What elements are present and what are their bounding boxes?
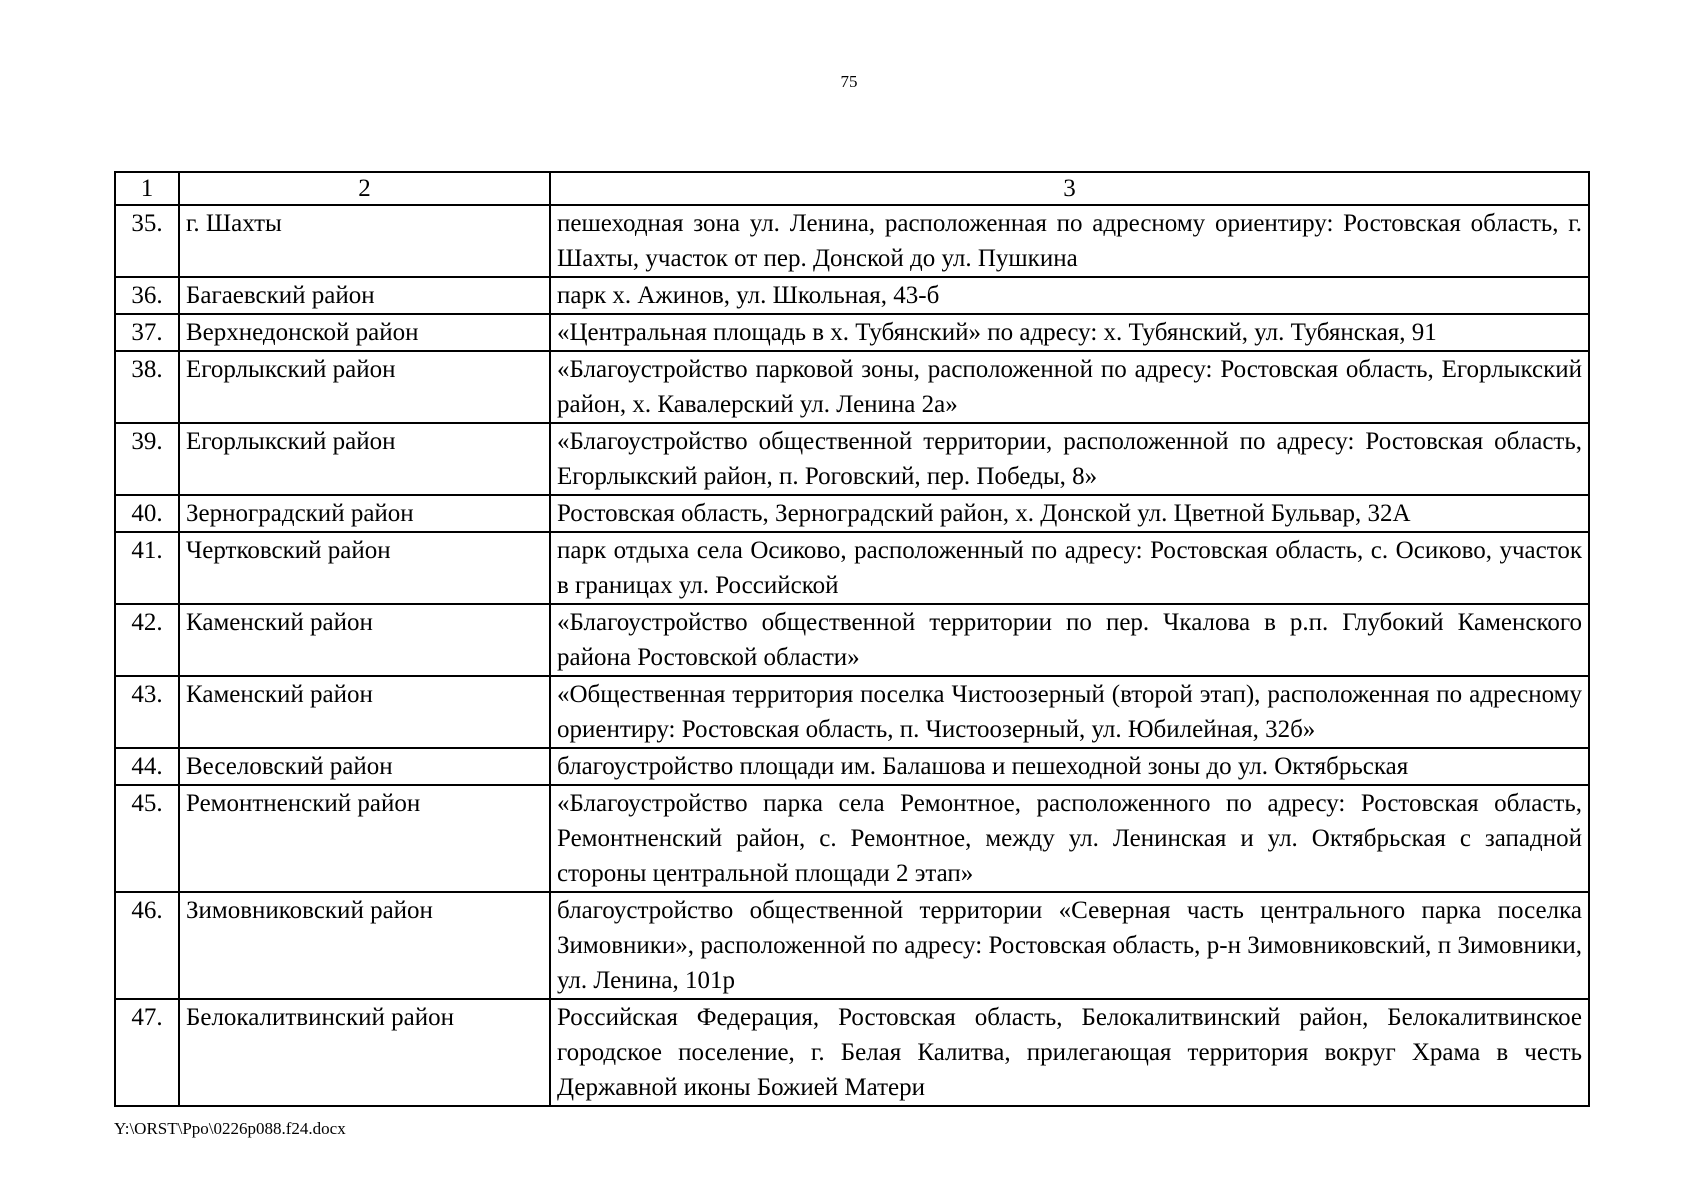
table-row <box>115 785 1589 892</box>
description-cell: «Благоустройство общественной территории, расположенной по адресу: Ростовская область, Егорлыкский район, п. Роговский, пер. Победы, 8» <box>550 423 1589 495</box>
description-cell: «Благоустройство общественной территории по пер. Чкалова в р.п. Глубокий Каменского района Ростовской области» <box>550 604 1589 676</box>
row-number: 41. <box>115 532 179 604</box>
description-cell: «Благоустройство парковой зоны, расположенной по адресу: Ростовская область, Егорлыкский район, х. Кавалерский ул. Ленина 2а» <box>550 351 1589 423</box>
district-cell: г. Шахты <box>179 205 550 277</box>
description-cell: благоустройство общественной территории «Северная часть центрального парка поселка Зимовники», расположенной по адресу: Ростовская область, р-н Зимовниковский, п Зимовники, ул. Ленина, 101р <box>550 892 1589 999</box>
row-number: 47. <box>115 999 179 1106</box>
district-cell: Веселовский район <box>179 748 550 785</box>
column-header-3: 3 <box>550 172 1589 205</box>
row-number: 38. <box>115 351 179 423</box>
table-row <box>115 676 1589 748</box>
description-cell: «Центральная площадь в х. Тубянский» по адресу: х. Тубянский, ул. Тубянская, 91 <box>550 314 1589 351</box>
row-number: 37. <box>115 314 179 351</box>
table-row <box>115 532 1589 604</box>
table-row <box>115 314 1589 351</box>
row-number: 46. <box>115 892 179 999</box>
column-header-2: 2 <box>179 172 550 205</box>
table-row <box>115 999 1589 1106</box>
district-cell: Зимовниковский район <box>179 892 550 999</box>
table-row <box>115 351 1589 423</box>
row-number: 39. <box>115 423 179 495</box>
description-cell: парк х. Ажинов, ул. Школьная, 43-б <box>550 277 1589 314</box>
district-cell: Каменский район <box>179 604 550 676</box>
table-row <box>115 205 1589 277</box>
row-number: 43. <box>115 676 179 748</box>
district-cell: Чертковский район <box>179 532 550 604</box>
district-cell: Багаевский район <box>179 277 550 314</box>
table-header-row <box>115 172 1589 205</box>
table-row <box>115 423 1589 495</box>
district-cell: Каменский район <box>179 676 550 748</box>
district-cell: Егорлыкский район <box>179 423 550 495</box>
table-row <box>115 495 1589 532</box>
district-cell: Зерноградский район <box>179 495 550 532</box>
row-number: 40. <box>115 495 179 532</box>
territories-table <box>114 171 1590 1107</box>
description-cell: «Общественная территория поселка Чистоозерный (второй этап), расположенная по адресному ориентиру: Ростовская область, п. Чистоозерный, ул. Юбилейная, 32б» <box>550 676 1589 748</box>
row-number: 35. <box>115 205 179 277</box>
row-number: 45. <box>115 785 179 892</box>
description-cell: парк отдыха села Осиково, расположенный по адресу: Ростовская область, с. Осиково, участок в границах ул. Российской <box>550 532 1589 604</box>
table-row <box>115 277 1589 314</box>
description-cell: «Благоустройство парка села Ремонтное, расположенного по адресу: Ростовская область, Ремонтненский район, с. Ремонтное, между ул. Ленинская и ул. Октябрьская с западной стороны центральной площади 2 этап» <box>550 785 1589 892</box>
table-row <box>115 748 1589 785</box>
description-cell: благоустройство площади им. Балашова и пешеходной зоны до ул. Октябрьская <box>550 748 1589 785</box>
description-cell: пешеходная зона ул. Ленина, расположенная по адресному ориентиру: Ростовская область, г. Шахты, участок от пер. Донской до ул. Пушкина <box>550 205 1589 277</box>
description-cell: Ростовская область, Зерноградский район, х. Донской ул. Цветной Бульвар, 32А <box>550 495 1589 532</box>
row-number: 44. <box>115 748 179 785</box>
district-cell: Егорлыкский район <box>179 351 550 423</box>
page-number: 75 <box>840 72 858 91</box>
district-cell: Белокалитвинский район <box>179 999 550 1106</box>
row-number: 42. <box>115 604 179 676</box>
footer-file-path: Y:\ORST\Ppo\0226p088.f24.docx <box>114 1119 346 1138</box>
district-cell: Верхнедонской район <box>179 314 550 351</box>
description-cell: Российская Федерация, Ростовская область, Белокалитвинский район, Белокалитвинское городское поселение, г. Белая Калитва, прилегающая территория вокруг Храма в честь Державной иконы Божией Матери <box>550 999 1589 1106</box>
table-row <box>115 892 1589 999</box>
row-number: 36. <box>115 277 179 314</box>
table-row <box>115 604 1589 676</box>
column-header-1: 1 <box>115 172 179 205</box>
district-cell: Ремонтненский район <box>179 785 550 892</box>
